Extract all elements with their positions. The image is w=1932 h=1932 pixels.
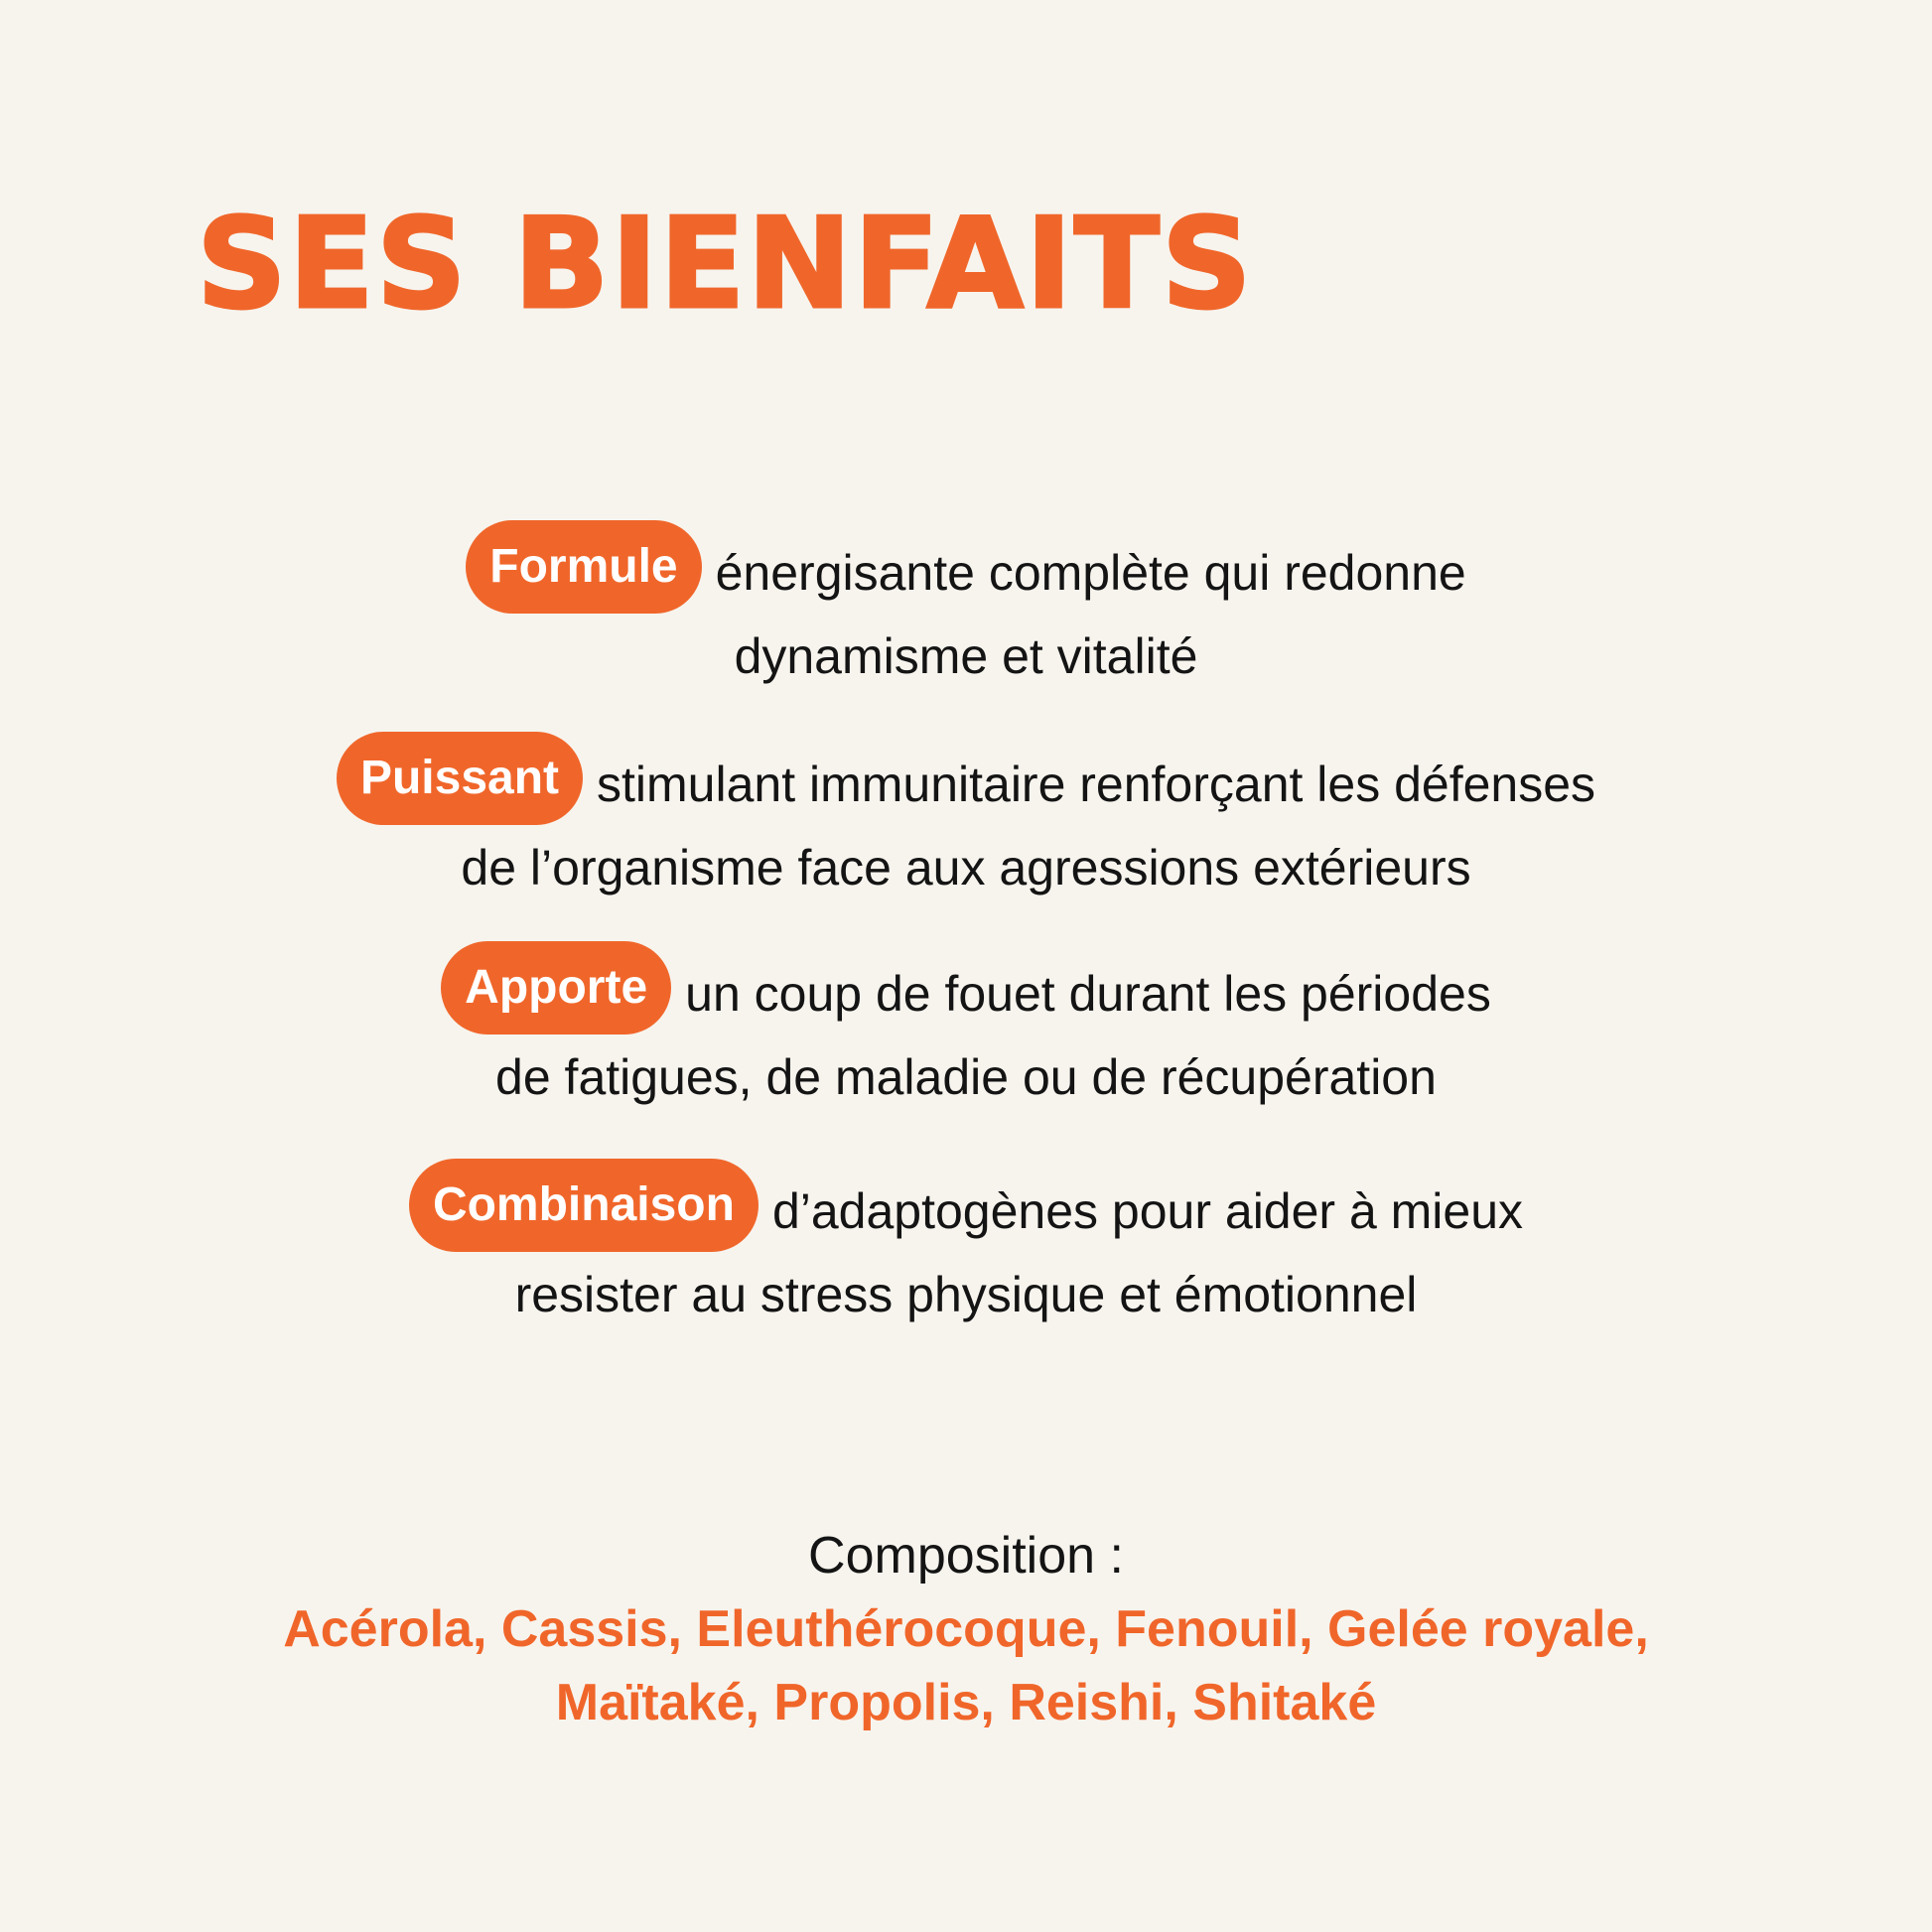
benefit-line-2: de l’organisme face aux agressions extérieurs (461, 840, 1471, 896)
highlight-badge: Formule (466, 520, 701, 614)
highlight-badge: Puissant (337, 732, 583, 825)
highlight-badge: Combinaison (409, 1159, 759, 1252)
composition-section (0, 1519, 1932, 1739)
ingredients-line-2: Maïtaké, Propolis, Reishi, Shitaké (555, 1674, 1377, 1731)
benefit-line-1 (0, 526, 1932, 620)
benefit-line-2: de fatigues, de maladie ou de récupération (495, 1049, 1437, 1105)
page-title: SES BIENFAITS (197, 191, 1254, 337)
benefit-line-1 (0, 947, 1932, 1040)
ingredients-line-1: Acérola, Cassis, Eleuthérocoque, Fenouil, Gelée royale, (283, 1600, 1649, 1658)
benefit-text: un coup de fouet durant les périodes (685, 966, 1491, 1022)
benefit-line-2: dynamisme et vitalité (734, 628, 1198, 684)
benefit-text: stimulant immunitaire renforçant les défenses (597, 757, 1596, 812)
benefit-item-apporte (0, 947, 1932, 1114)
benefit-text: énergisante complète qui redonne (715, 545, 1466, 601)
highlight-badge: Apporte (441, 941, 671, 1035)
benefit-line-2: resister au stress physique et émotionnel (514, 1267, 1418, 1322)
benefit-item-combinaison (0, 1165, 1932, 1331)
benefit-line-1 (0, 1165, 1932, 1258)
benefit-text: d’adaptogènes pour aider à mieux (771, 1183, 1524, 1239)
benefit-item-puissant (0, 738, 1932, 904)
benefit-line-1 (0, 738, 1932, 831)
benefit-item-formule (0, 526, 1932, 693)
composition-label: Composition : (808, 1527, 1124, 1585)
